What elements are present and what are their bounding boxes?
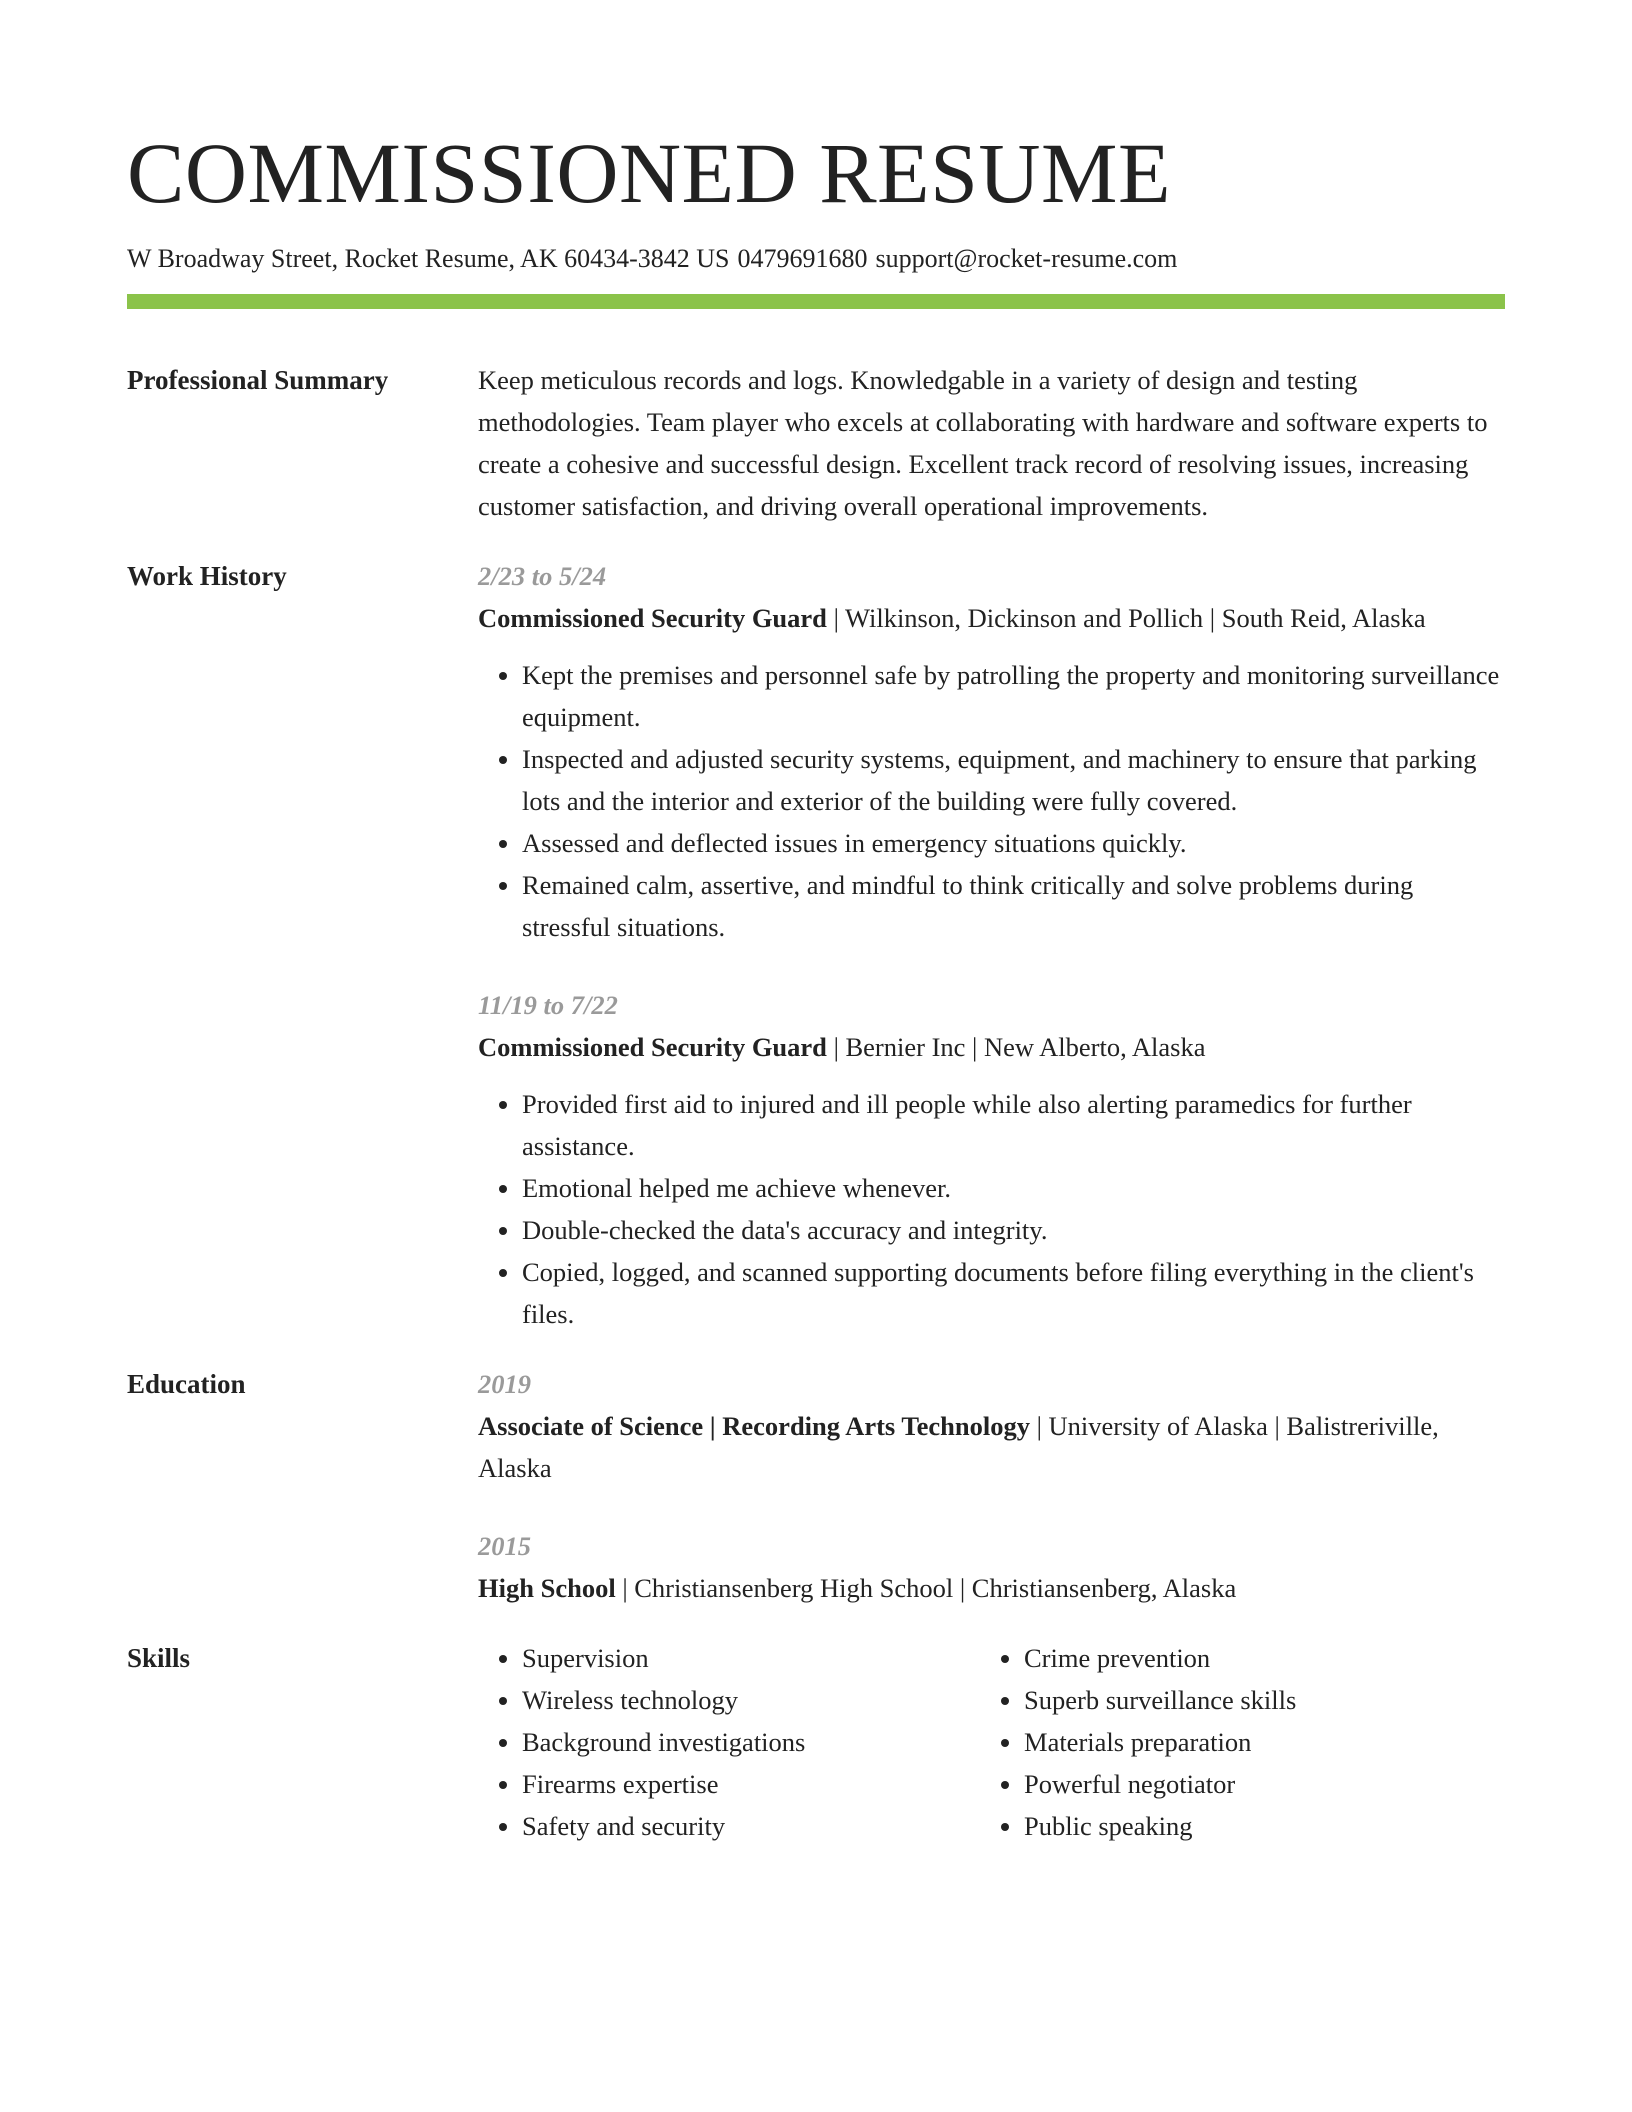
skills-heading: Skills [127, 1643, 191, 1673]
job-bullet: • Copied, logged, and scanned supporting documents before filing everything in the client's files. [522, 1251, 1505, 1335]
job-bullet: • Remained calm, assertive, and mindful to think critically and solve problems during stressful situations. [522, 864, 1505, 948]
summary-text: Keep meticulous records and logs. Knowledgable in a variety of design and testing methodologies. Team player who excels at collaborating with hardware and software experts to create a cohesive and successful design. Excellent track record of resolving issues, increasing customer satisfaction, and driving overall operational improvements. [478, 365, 1488, 521]
work-history-heading: Work History [127, 561, 287, 591]
skill-item: • Background investigations [522, 1721, 980, 1763]
skill-item: • Public speaking [1024, 1805, 1482, 1847]
skills-grid [478, 1637, 1505, 1847]
job-bullet: • Kept the premises and personnel safe by patrolling the property and monitoring surveillance equipment. [522, 654, 1505, 738]
summary-section [127, 359, 1505, 527]
job-bullets [478, 1083, 1505, 1335]
skill-item: • Powerful negotiator [1024, 1763, 1482, 1805]
contact-line [127, 244, 1505, 274]
skills-body [478, 1637, 1505, 1847]
education-degree: High School [478, 1573, 616, 1603]
skill-item: • Wireless technology [522, 1679, 980, 1721]
contact-email[interactable]: support@rocket-resume.com [875, 244, 1178, 273]
education-school: | Christiansenberg High School | Christiansenberg, Alaska [615, 1573, 1237, 1603]
job-bullet: • Inspected and adjusted security systems, equipment, and machinery to ensure that parking lots and the interior and exterior of the building were fully covered. [522, 738, 1505, 822]
resume-name: COMMISSIONED RESUME [127, 125, 1172, 221]
education-section [127, 1363, 1505, 1609]
job-bullets [478, 654, 1505, 948]
skill-item: • Supervision [522, 1637, 980, 1679]
job-employer: | Bernier Inc | New Alberto, Alaska [826, 1032, 1206, 1062]
skill-item: • Materials preparation [1024, 1721, 1482, 1763]
education-heading: Education [127, 1369, 246, 1399]
education-body [478, 1363, 1505, 1609]
skills-section [127, 1637, 1505, 1847]
job-employer: | Wilkinson, Dickinson and Pollich | South Reid, Alaska [826, 603, 1426, 633]
work-history-body [478, 555, 1505, 1335]
skill-item: • Superb surveillance skills [1024, 1679, 1482, 1721]
job-heading [478, 597, 1505, 639]
contact-phone: 0479691680 [737, 244, 868, 273]
education-entry [478, 1525, 1505, 1609]
education-school: | University of Alaska | Balistreriville, Alaska [478, 1411, 1439, 1483]
education-year: 2015 [478, 1531, 531, 1561]
contact-address: W Broadway Street, Rocket Resume, AK 60434-3842 US [127, 244, 730, 273]
skills-list-left [478, 1637, 980, 1847]
job-entry [478, 555, 1505, 948]
header-divider [127, 294, 1505, 309]
job-bullet: • Provided first aid to injured and ill people while also alerting paramedics for further assistance. [522, 1083, 1505, 1167]
job-heading [478, 1026, 1505, 1068]
job-position: Commissioned Security Guard [478, 1032, 827, 1062]
education-year: 2019 [478, 1369, 531, 1399]
job-entry [478, 984, 1505, 1335]
skills-list-right [980, 1637, 1482, 1847]
skill-item: • Firearms expertise [522, 1763, 980, 1805]
education-heading-line [478, 1405, 1505, 1489]
summary-heading: Professional Summary [127, 365, 389, 395]
job-bullet: • Double-checked the data's accuracy and integrity. [522, 1209, 1505, 1251]
job-bullet: • Emotional helped me achieve whenever. [522, 1167, 1505, 1209]
job-dates: 11/19 to 7/22 [478, 990, 618, 1020]
education-degree: Associate of Science | Recording Arts Technology [478, 1411, 1030, 1441]
job-dates: 2/23 to 5/24 [478, 561, 607, 591]
education-entry [478, 1363, 1505, 1489]
education-heading-line [478, 1567, 1505, 1609]
job-position: Commissioned Security Guard [478, 603, 827, 633]
skill-item: • Safety and security [522, 1805, 980, 1847]
job-bullet: • Assessed and deflected issues in emergency situations quickly. [522, 822, 1505, 864]
skill-item: • Crime prevention [1024, 1637, 1482, 1679]
work-history-section [127, 555, 1505, 1335]
